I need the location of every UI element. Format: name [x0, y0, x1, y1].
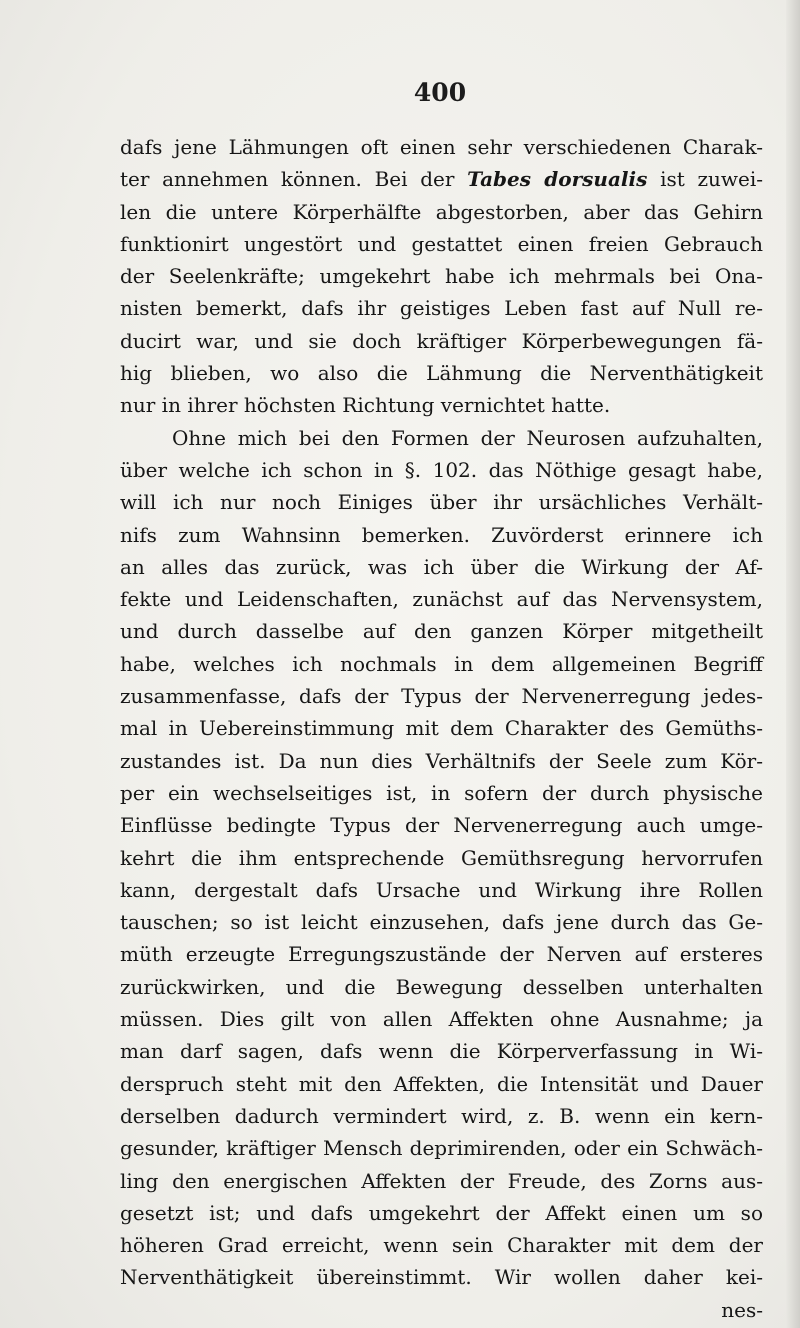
text-line: will ich nur noch Einiges über ihr ursächliches Verhält-: [120, 490, 763, 515]
text-line: tauschen; so ist leicht einzusehen, dafs jene durch das Ge-: [120, 910, 763, 935]
text-line: hig blieben, wo also die Lähmung die Nerventhätigkeit: [120, 361, 763, 386]
text-line: über welche ich schon in §. 102. das Nöthige gesagt habe,: [120, 457, 763, 482]
text-line: nur in ihrer höchsten Richtung vernichtet hatte.: [120, 393, 611, 418]
text-line: müth erzeugte Erregungszustände der Nerven auf ersteres: [120, 942, 763, 967]
text-line: gesunder, kräftiger Mensch deprimirenden, oder ein Schwäch-: [120, 1136, 763, 1161]
text-line: kann, dergestalt dafs Ursache und Wirkung ihre Rollen: [120, 877, 763, 902]
text-line: man darf sagen, dafs wenn die Körperverfassung in Wi-: [120, 1039, 763, 1064]
text-line: fekte und Leidenschaften, zunächst auf das Nervensystem,: [120, 587, 763, 612]
text-line: derselben dadurch vermindert wird, z. B. wenn ein kern-: [120, 1103, 763, 1128]
text-line: der Seelenkräfte; umgekehrt habe ich mehrmals bei Ona-: [120, 264, 763, 289]
text-line: nisten bemerkt, dafs ihr geistiges Leben fast auf Null re-: [120, 296, 763, 321]
text-line: len die untere Körperhälfte abgestorben, aber das Gehirn: [120, 199, 763, 224]
text-line: nifs zum Wahnsinn bemerken. Zuvörderst erinnere ich: [120, 522, 763, 547]
text-line: müssen. Dies gilt von allen Affekten ohne Ausnahme; ja: [120, 1007, 763, 1032]
text-segment: ist zuwei-: [647, 167, 763, 192]
text-line: kehrt die ihm entsprechende Gemüthsregung hervorrufen: [120, 845, 763, 870]
text-line: gesetzt ist; und dafs umgekehrt der Affekt einen um so: [120, 1200, 763, 1225]
text-line: zustandes ist. Da nun dies Verhältnifs der Seele zum Kör-: [120, 748, 763, 773]
text-line: per ein wechselseitiges ist, in sofern der durch physische: [120, 780, 763, 805]
catchword: nes-: [721, 1297, 763, 1322]
text-line: derspruch steht mit den Affekten, die Intensität und Dauer: [120, 1071, 763, 1096]
page-number: 400: [413, 78, 467, 107]
text-line: zurückwirken, und die Bewegung desselben unterhalten: [120, 974, 763, 999]
text-line: ling den energischen Affekten der Freude, des Zorns aus-: [120, 1168, 763, 1193]
text-line: und durch dasselbe auf den ganzen Körper mitgetheilt: [120, 619, 763, 644]
text-line: mal in Uebereinstimmung mit dem Charakter des Gemüths-: [120, 716, 763, 741]
page-gutter-shadow: [786, 0, 800, 1328]
text-line: habe, welches ich nochmals in dem allgemeinen Begriff: [120, 651, 763, 676]
text-line: ducirt war, und sie doch kräftiger Körperbewegungen fä-: [120, 328, 763, 353]
text-line: Ohne mich bei den Formen der Neurosen aufzuhalten,: [172, 425, 763, 450]
text-line: an alles das zurück, was ich über die Wirkung der Af-: [120, 554, 763, 579]
text-line: funktionirt ungestört und gestattet einen freien Gebrauch: [120, 231, 763, 256]
text-segment: ter annehmen können. Bei der: [120, 167, 468, 192]
text-line: Nerventhätigkeit übereinstimmt. Wir wollen daher kei-: [120, 1265, 763, 1290]
text-line: höheren Grad erreicht, wenn sein Charakter mit dem der: [120, 1233, 763, 1258]
emphasized-term: Tabes dorsualis: [467, 167, 648, 192]
text-line: zusammenfasse, dafs der Typus der Nervenerregung jedes-: [120, 684, 763, 709]
text-line: dafs jene Lähmungen oft einen sehr verschiedenen Charak-: [120, 135, 763, 159]
text-line: [120, 163, 763, 195]
body-text: [120, 131, 763, 1326]
text-line: Einflüsse bedingte Typus der Nervenerregung auch umge-: [120, 813, 763, 838]
